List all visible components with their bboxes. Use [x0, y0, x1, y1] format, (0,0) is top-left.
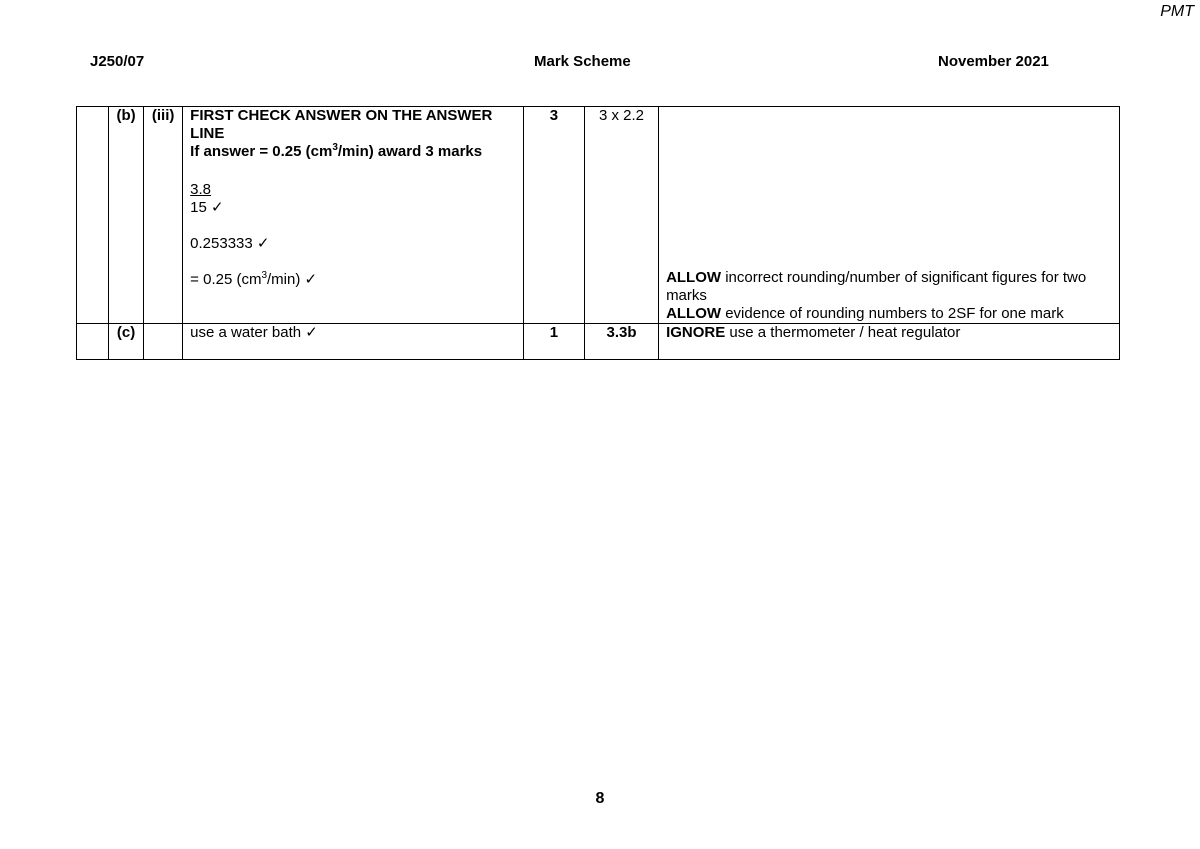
answer-heading-line2: LINE — [190, 125, 225, 142]
guidance-text: incorrect rounding/number of significant figures for two marks — [666, 269, 1087, 304]
document-title: Mark Scheme — [534, 53, 631, 70]
mark-scheme-table — [76, 106, 1120, 360]
answer-cell: use a water bath ✓ — [183, 324, 524, 360]
final-answer-prefix: = 0.25 (cm — [190, 271, 262, 288]
table-row — [77, 107, 1120, 324]
guidance-text: evidence of rounding numbers to 2SF for one mark — [721, 305, 1064, 322]
question-number-cell — [77, 107, 109, 324]
guidance-line — [666, 324, 1112, 342]
working-step: 0.253333 ✓ — [190, 235, 270, 252]
ao-cell: 3 x 2.2 — [584, 107, 658, 324]
final-answer-superscript: 3 — [261, 270, 268, 281]
guidance-keyword: ALLOW — [666, 269, 722, 286]
ao-cell: 3.3b — [584, 324, 658, 360]
question-part: (b) — [109, 107, 144, 324]
guidance-keyword: IGNORE — [666, 324, 726, 341]
pmt-watermark: PMT — [1160, 3, 1194, 20]
award-superscript: 3 — [332, 142, 338, 153]
award-suffix: /min) award 3 marks — [337, 143, 483, 160]
guidance-text: use a thermometer / heat regulator — [725, 324, 961, 341]
page-number: 8 — [595, 790, 605, 807]
fraction-numerator: 3.8 — [190, 181, 212, 198]
guidance-keyword: ALLOW — [666, 305, 722, 322]
question-subpart: (iii) — [144, 107, 183, 324]
question-number-cell — [77, 324, 109, 360]
guidance-line — [666, 305, 1112, 323]
answer-cell — [183, 107, 524, 324]
question-part: (c) — [109, 324, 144, 360]
table-row — [77, 324, 1120, 360]
guidance-cell — [659, 324, 1120, 360]
guidance-line — [666, 269, 1112, 305]
guidance-cell — [659, 107, 1120, 324]
question-subpart — [144, 324, 183, 360]
marks-cell: 3 — [523, 107, 584, 324]
award-prefix: If answer = 0.25 (cm — [190, 143, 333, 160]
fraction-denominator: 15 ✓ — [190, 199, 224, 216]
paper-code: J250/07 — [90, 53, 145, 70]
final-answer-suffix: /min) ✓ — [267, 271, 318, 288]
marks-cell: 1 — [523, 324, 584, 360]
final-answer — [190, 271, 516, 289]
exam-date: November 2021 — [938, 53, 1049, 70]
award-instruction — [190, 143, 516, 161]
answer-heading-line1: FIRST CHECK ANSWER ON THE ANSWER — [190, 107, 493, 124]
fraction — [190, 181, 516, 217]
